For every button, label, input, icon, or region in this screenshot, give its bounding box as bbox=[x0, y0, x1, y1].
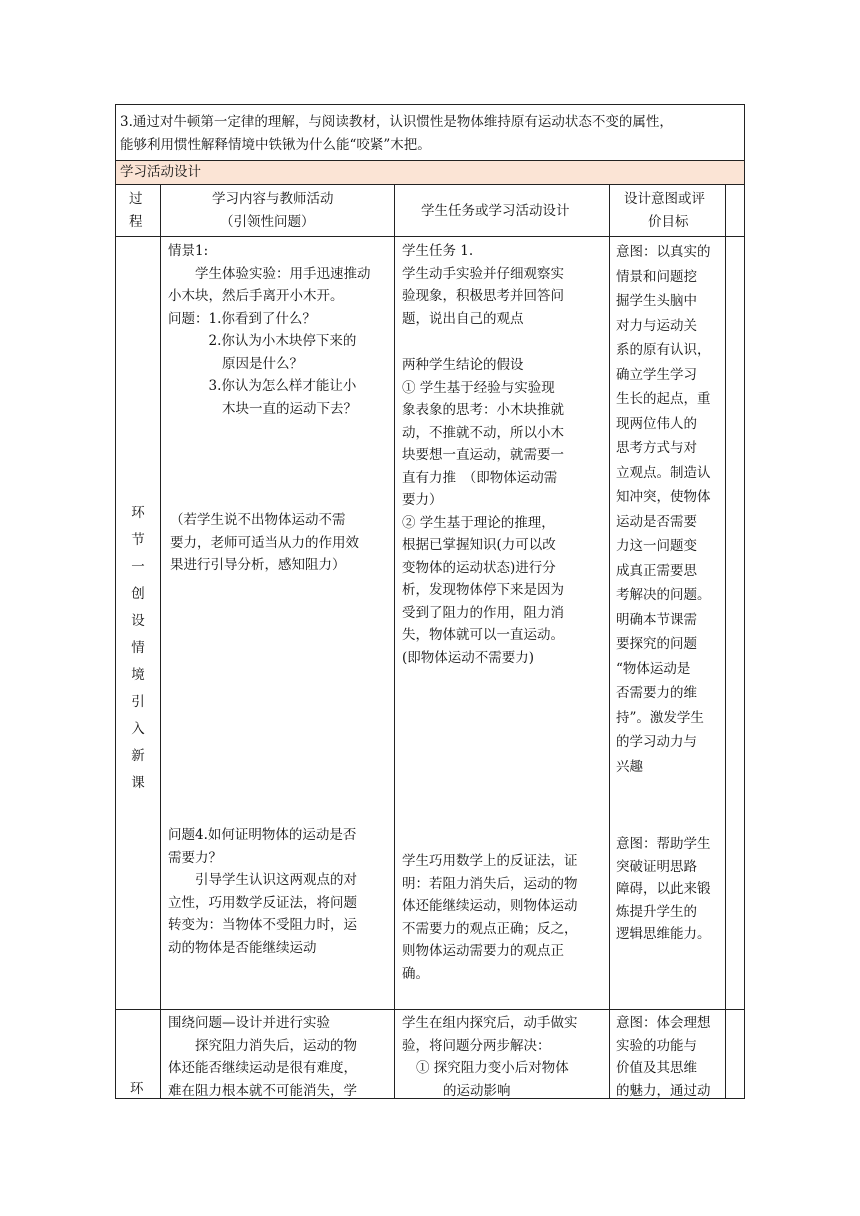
stage1-tasks-intro bbox=[402, 240, 564, 330]
intent-line: 否需要力的维 bbox=[616, 685, 697, 701]
intent-line: 情景和问题挖 bbox=[616, 268, 697, 285]
header-content-2: （引领性问题） bbox=[220, 214, 315, 230]
intent-line: “物体运动是 bbox=[616, 660, 691, 677]
intent-line: 考解决的问题。 bbox=[616, 587, 711, 603]
intent-line: 明确本节课需 bbox=[616, 611, 697, 628]
task-line: 失，物体就可以一直运动。 bbox=[402, 627, 564, 643]
stage1-tasks-hypotheses bbox=[402, 354, 564, 669]
stage1-content-hint bbox=[170, 509, 359, 577]
intent-line: 立观点。制造认 bbox=[616, 464, 711, 481]
intent-line: 意图：体会理想 bbox=[616, 1015, 711, 1031]
task-line: 学生在组内探究后，动手做实 bbox=[402, 1015, 578, 1031]
stage1-intent-b bbox=[616, 833, 711, 946]
task-line: 块要想一直运动，就需要一 bbox=[402, 447, 564, 463]
task-line: ① 学生基于经验与实验现 bbox=[402, 379, 555, 396]
stage2-intent bbox=[616, 1012, 711, 1102]
section-title: 学习活动设计 bbox=[120, 164, 201, 180]
header-content-1: 学习内容与教师活动 bbox=[212, 191, 334, 207]
intent-line: 障碍，以此来锻 bbox=[616, 881, 711, 897]
intent-line: 突破证明思路 bbox=[616, 858, 697, 875]
section-title-bar bbox=[116, 160, 744, 184]
intent-line: 炼提升学生的 bbox=[616, 903, 697, 920]
content-line: 围绕问题—设计并进行实验 bbox=[168, 1015, 330, 1031]
stage1-label-char: 入 bbox=[131, 721, 145, 737]
content-line: 3.你认为怎么样才能让小 bbox=[168, 378, 357, 394]
col-divider bbox=[394, 184, 395, 1099]
stage1-label-char: 引 bbox=[131, 694, 145, 710]
intent-line: 生长的起点，重 bbox=[616, 391, 711, 407]
content-line: 原因是什么？ bbox=[168, 355, 303, 372]
intent-line: 兴趣 bbox=[616, 758, 643, 775]
intent-line: 思考方式与对 bbox=[616, 440, 697, 456]
stage1-tasks-proof bbox=[402, 850, 578, 985]
task-line: ① 探究阻力变小后对物体 bbox=[416, 1060, 569, 1076]
stage1-content-question4 bbox=[168, 824, 357, 959]
content-line: 木块一直的运动下去？ bbox=[168, 400, 357, 417]
intent-line: 逻辑思维能力。 bbox=[616, 926, 711, 942]
task-line: 学生巧用数学上的反证法，证 bbox=[402, 853, 578, 869]
task-line: 析，发现物体停下来是因为 bbox=[402, 582, 564, 598]
task-line: 题，说出自己的观点 bbox=[402, 310, 524, 327]
stage1-label bbox=[128, 500, 148, 797]
task-line: 学生任务 1. bbox=[402, 243, 474, 259]
stage1-label-char: 创 bbox=[131, 586, 145, 602]
task-line: 确。 bbox=[402, 965, 429, 982]
content-line: 立性，巧用数学反证法，将问题 bbox=[168, 894, 357, 911]
intent-line: 意图：帮助学生 bbox=[616, 836, 711, 852]
stage1-label-char: 课 bbox=[131, 775, 145, 791]
task-line: 则物体运动需要力的观点正 bbox=[402, 943, 564, 959]
task-line: 验现象，积极思考并回答问 bbox=[402, 288, 564, 304]
content-line: 难在阻力根本就不可能消失，学 bbox=[168, 1082, 357, 1099]
stage1-label-char: 环 bbox=[131, 505, 145, 521]
content-line: 学生体验实验：用手迅速推动 bbox=[168, 265, 371, 282]
header-process-2: 程 bbox=[129, 214, 143, 230]
intent-line: 系的原有认识， bbox=[616, 342, 711, 358]
table-border-top bbox=[115, 104, 745, 105]
task-line: 根据已掌握知识(力可以改 bbox=[402, 537, 556, 553]
row-divider bbox=[115, 184, 745, 185]
col-divider bbox=[725, 184, 726, 1099]
header-tasks: 学生任务或学习活动设计 bbox=[421, 203, 570, 219]
content-line: 问题：1.你看到了什么？ bbox=[168, 310, 316, 327]
task-line: 要力） bbox=[402, 492, 443, 508]
stage2-content bbox=[168, 1012, 357, 1102]
task-line: 不需要力的观点正确；反之， bbox=[402, 920, 578, 937]
stage-divider bbox=[115, 1009, 745, 1010]
stage1-label-char: 一 bbox=[131, 559, 145, 575]
stage1-label-char: 情 bbox=[131, 640, 145, 656]
task-line: 动，不推就不动，所以小木 bbox=[402, 424, 564, 441]
stage1-label-char: 新 bbox=[131, 748, 145, 764]
content-line: 要力，老师可适当从力的作用效 bbox=[170, 534, 359, 551]
intent-line: 力这一问题变 bbox=[616, 538, 697, 554]
task-line: (即物体运动不需要力) bbox=[402, 649, 535, 666]
content-line: 问题4.如何证明物体的运动是否 bbox=[168, 827, 357, 843]
stage1-intent-a bbox=[616, 240, 711, 779]
task-line: 象表象的思考：小木块推就 bbox=[402, 402, 564, 418]
stage1-content-scenario bbox=[168, 240, 371, 420]
task-line: 受到了阻力的作用，阻力消 bbox=[402, 604, 564, 621]
intent-line: 价值及其思维 bbox=[616, 1060, 697, 1076]
stage2-label: 环 bbox=[130, 1081, 144, 1097]
intent-line: 持”。激发学生 bbox=[616, 709, 704, 726]
intent-line: 现两位伟人的 bbox=[616, 415, 697, 432]
task-line: 的运动影响 bbox=[416, 1082, 511, 1099]
task-line: 学生动手实验并仔细观察实 bbox=[402, 265, 564, 282]
table-border-bottom bbox=[115, 1098, 745, 1099]
stage2-tasks bbox=[402, 1012, 578, 1102]
intent-line: 确立学生学习 bbox=[616, 366, 697, 383]
table-border-right bbox=[744, 104, 745, 1099]
content-line: 动的物体是否能继续运动 bbox=[168, 939, 317, 956]
intent-line: 实验的功能与 bbox=[616, 1037, 697, 1054]
intent-line: 成真正需要思 bbox=[616, 562, 697, 579]
objective-line-1: 3.通过对牛顿第一定律的理解，与阅读教材，认识惯性是物体维持原有运动状态不变的属性， bbox=[120, 114, 673, 130]
task-line: 直有力推 （即物体运动需 bbox=[402, 469, 558, 486]
intent-line: 运动是否需要 bbox=[616, 513, 697, 530]
task-line: ② 学生基于理论的推理， bbox=[402, 514, 555, 531]
content-line: 探究阻力消失后，运动的物 bbox=[168, 1037, 357, 1054]
content-line: 2.你认为小木块停下来的 bbox=[168, 333, 357, 349]
stage1-label-char: 设 bbox=[131, 613, 145, 629]
content-line: （若学生说不出物体运动不需 bbox=[170, 512, 346, 528]
intent-line: 的学习动力与 bbox=[616, 734, 697, 750]
stage1-label-char: 节 bbox=[131, 532, 145, 548]
task-line: 体还能继续运动，则物体运动 bbox=[402, 898, 578, 914]
task-line: 两种学生结论的假设 bbox=[402, 357, 524, 373]
task-line: 验，将问题分两步解决： bbox=[402, 1037, 551, 1054]
header-bottom-divider bbox=[115, 236, 745, 237]
col-divider bbox=[609, 184, 610, 1099]
content-line: 引导学生认识这两观点的对 bbox=[168, 872, 357, 888]
task-line: 明：若阻力消失后，运动的物 bbox=[402, 875, 578, 892]
col-divider bbox=[160, 184, 161, 1099]
intent-line: 要探究的问题 bbox=[616, 636, 697, 652]
header-process-1: 过 bbox=[129, 191, 143, 207]
content-line: 体还能否继续运动是很有难度， bbox=[168, 1060, 357, 1076]
objective-line-2: 能够利用惯性解释情境中铁锹为什么能“咬紧”木把。 bbox=[120, 137, 431, 153]
table-border-left bbox=[115, 104, 116, 1099]
intent-line: 意图：以真实的 bbox=[616, 244, 711, 260]
header-intent-1: 设计意图或评 bbox=[624, 191, 705, 207]
intent-line: 掘学生头脑中 bbox=[616, 293, 697, 309]
content-line: 需要力？ bbox=[168, 849, 222, 866]
intent-line: 对力与运动关 bbox=[616, 317, 697, 334]
task-line: 变物体的运动状态)进行分 bbox=[402, 559, 556, 576]
intent-line: 知冲突，使物体 bbox=[616, 489, 711, 505]
content-line: 果进行引导分析，感知阻力） bbox=[170, 557, 346, 573]
content-line: 小木块，然后手离开小木开。 bbox=[168, 288, 344, 304]
content-line: 转变为：当物体不受阻力时，运 bbox=[168, 917, 357, 933]
header-intent-2: 价目标 bbox=[648, 214, 689, 230]
content-line: 情景1: bbox=[168, 243, 209, 259]
intent-line: 的魅力，通过动 bbox=[616, 1082, 711, 1099]
row-divider bbox=[115, 160, 745, 161]
stage1-label-char: 境 bbox=[131, 667, 145, 683]
